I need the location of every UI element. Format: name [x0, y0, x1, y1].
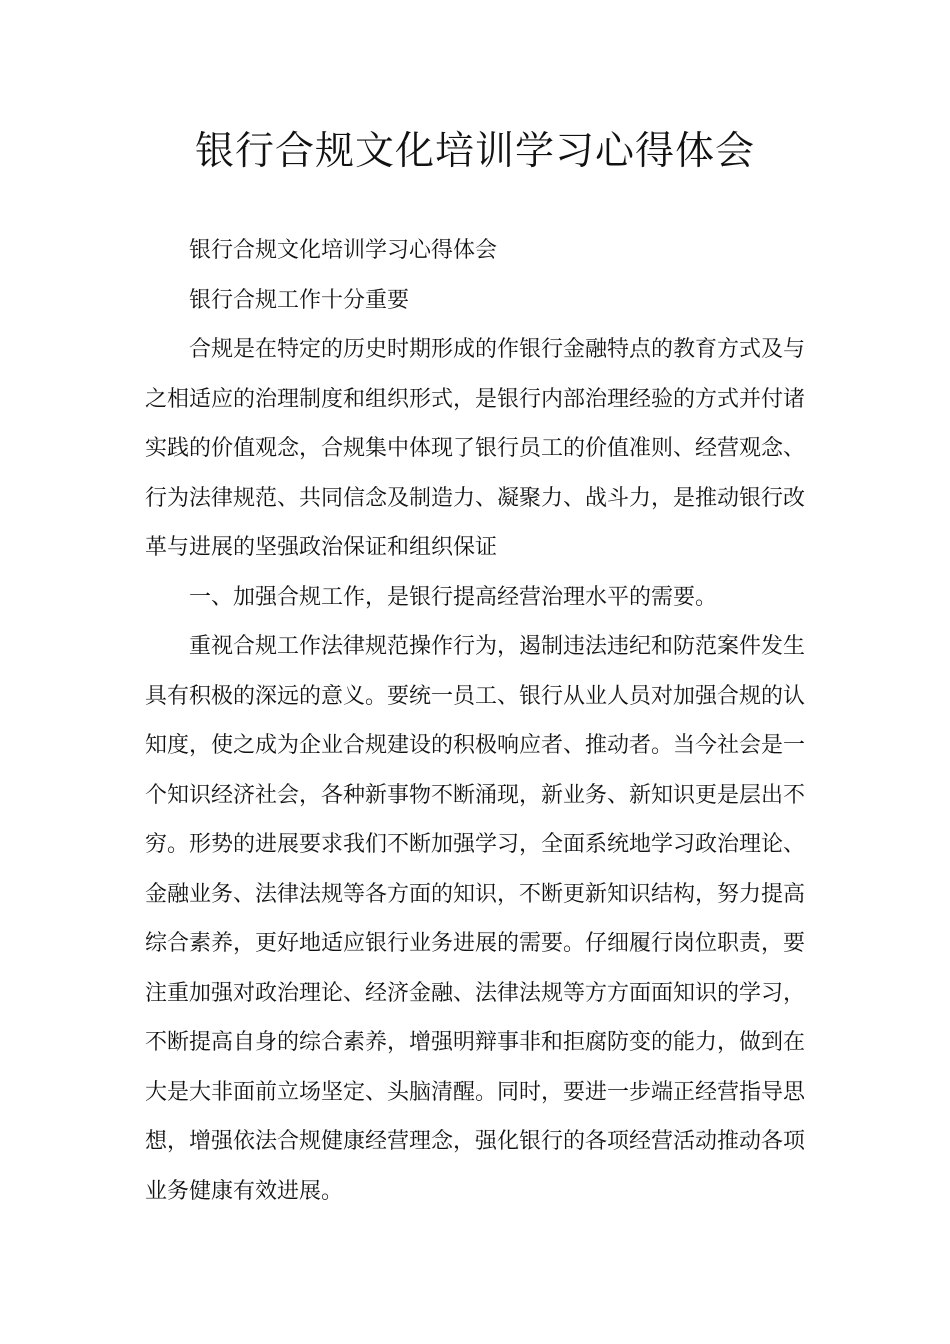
document-body	[145, 226, 805, 1216]
section-heading: 一、加强合规工作，是银行提高经营治理水平的需要。	[189, 584, 718, 610]
paragraph-heading: 银行合规工作十分重要	[189, 287, 410, 313]
document-title: 银行合规文化培训学习心得体会	[194, 129, 755, 174]
paragraph: 重视合规工作法律规范操作行为，遏制违法违纪和防范案件发生具有积极的深远的意义。要统一员工、银行从业人员对加强合规的认知度，使之成为企业合规建设的积极响应者、推动者。当今社会是一个知识经济社会，各种新事物不断涌现，新业务、新知识更是层出不穷。形势的进展要求我们不断加强学习，全面系统地学习政治理论、金融业务、法律法规等各方面的知识，不断更新知识结构，努力提高综合素养，更好地适应银行业务进展的需要。仔细履行岗位职责，要注重加强对政治理论、经济金融、法律法规等方方面面知识的学习，不断提高自身的综合素养，增强明辩事非和拒腐防变的能力，做到在大是大非面前立场坚定、头脑清醒。同时，要进一步端正经营指导思想，增强依法合规健康经营理念，强化银行的各项经营活动推动各项业务健康有效进展。	[145, 634, 806, 1204]
paragraph-subtitle: 银行合规文化培训学习心得体会	[189, 238, 498, 263]
paragraph: 合规是在特定的历史时期形成的作银行金融特点的教育方式及与之相适应的治理制度和组织形式，是银行内部治理经验的方式并付诸实践的价值观念，合规集中体现了银行员工的价值准则、经营观念、行为法律规范、共同信念及制造力、凝聚力、战斗力，是推动银行改革与进展的坚强政治保证和组织保证	[145, 337, 806, 560]
